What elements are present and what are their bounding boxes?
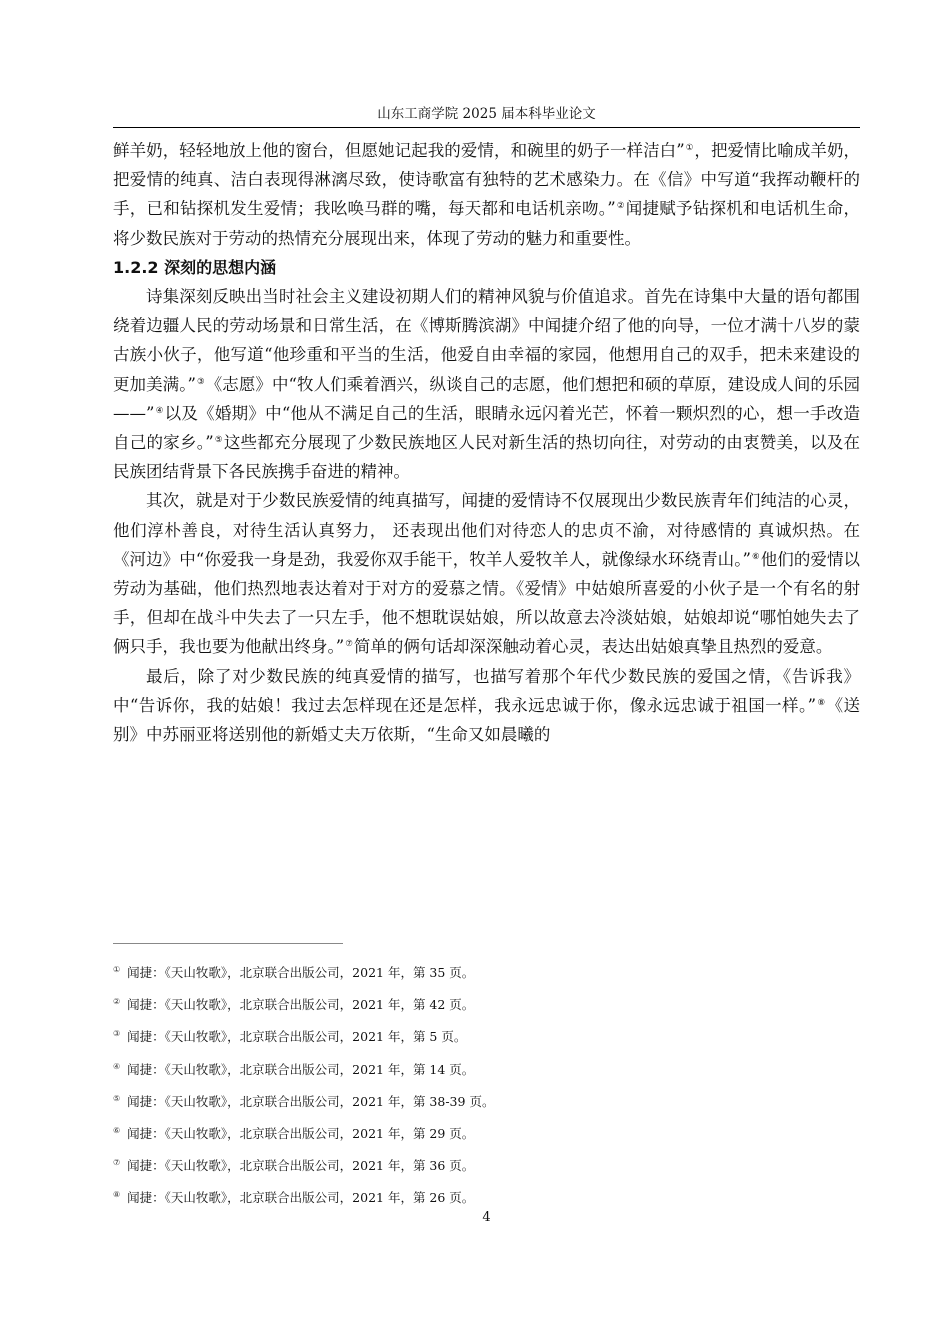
footnote	[113, 993, 860, 1025]
footnote-text: 闻捷：《天山牧歌》，北京联合出版公司，2021 年，第 26 页。	[127, 1190, 475, 1206]
paragraph-text: 闻捷赋予钻探机和电话机生命，将少数民族对于劳动的热情充分展现出来，体现了劳动的魅力和重要性。	[113, 199, 861, 248]
footnote	[113, 1025, 860, 1057]
footnote-mark: ⑧	[113, 1190, 121, 1200]
paragraph-2	[113, 282, 860, 486]
footnote-mark: ⑦	[113, 1158, 121, 1168]
footnote-text: 闻捷：《天山牧歌》，北京联合出版公司，2021 年，第 5 页。	[127, 1029, 467, 1045]
footnotes	[113, 961, 860, 1219]
footnote-text: 闻捷：《天山牧歌》，北京联合出版公司，2021 年，第 36 页。	[127, 1158, 475, 1174]
footnote-mark: ③	[113, 1029, 121, 1039]
footnote-ref[interactable]: ⑥	[751, 551, 760, 562]
paragraph-text: 《送别》中苏丽亚将送别他的新婚丈夫万依斯，“生命又如晨曦的	[113, 695, 861, 745]
paragraph-text: 《志愿》中“牧人们乘着酒兴，纵谈自己的志愿，他们想把和硕的草原，建设成人间的乐园——”	[113, 374, 861, 423]
footnote-mark: ⑤	[113, 1093, 121, 1103]
paragraph-text: 鲜羊奶，轻轻地放上他的窗台，但愿她记起我的爱情，和碗里的奶子一样洁白”	[113, 141, 685, 160]
paragraph-1	[113, 136, 860, 253]
page-number: 4	[482, 1210, 491, 1225]
footnote-ref[interactable]: ①	[685, 143, 694, 153]
footnote-mark: ⑥	[113, 1125, 121, 1135]
paragraph-text: 这些都充分展现了少数民族地区人民对新生活的热切向往，对劳动的由衷赞美，以及在民族团结背景下各民族携手奋进的精神。	[113, 433, 861, 482]
footnote	[113, 1090, 860, 1122]
paragraph-text: 其次，就是对于少数民族爱情的纯真描写，闻捷的爱情诗不仅展现出少数民族青年们纯洁的心灵，他们淳朴善良，对待生活认真努力， 还表现出他们对待恋人的忠贞不渝，对待感情的 真诚炽热。在《河边》中“你爱我一身是劲，我爱你双手能干，牧羊人爱牧羊人，就像绿水环绕青山。”	[113, 491, 860, 569]
footnote	[113, 1058, 860, 1090]
running-header: 山东工商学院 2025 届本科毕业论文	[377, 106, 596, 122]
footnote	[113, 1122, 860, 1154]
footnote-text: 闻捷：《天山牧歌》，北京联合出版公司，2021 年，第 42 页。	[127, 997, 475, 1013]
footnote-ref[interactable]: ⑦	[345, 639, 353, 650]
paragraph-text: 以及《婚期》中“他从不满足自己的生活，眼睛永远闪着光芒，怀着一颗炽烈的心，想一手改造自己的家乡。”	[113, 403, 861, 453]
paragraph-text: 诗集深刻反映出当时社会主义建设初期人们的精神风貌与价值追求。首先在诗集中大量的语句都围绕着边疆人民的劳动场景和日常生活，在《博斯腾滨湖》中闻捷介绍了他的向导，一位才满十八岁的蒙古族小伙子，他写道“他珍重和平当的生活，他爱自由幸福的家园，他想用自己的双手，把未来建设的更加美满。”	[113, 287, 860, 394]
footnote-text: 闻捷：《天山牧歌》，北京联合出版公司，2021 年，第 14 页。	[127, 1061, 475, 1077]
footnote-ref[interactable]: ④	[155, 405, 164, 416]
section-heading: 1.2.2 深刻的思想内涵	[113, 257, 277, 277]
footnote-ref[interactable]: ⑧	[817, 697, 826, 708]
footnote-ref[interactable]: ③	[196, 376, 205, 387]
footnote-mark: ②	[113, 997, 121, 1007]
paragraph-text: 最后，除了对少数民族的纯真爱情的描写，也描写着那个年代少数民族的爱国之情，《告诉我》中“告诉你，我的姑娘！我过去怎样现在还是怎样，我永远忠诚于你，像永远忠诚于祖国一样。”	[113, 666, 860, 715]
body-text	[113, 136, 860, 749]
footnote-mark: ④	[113, 1061, 121, 1071]
paragraph-4	[113, 662, 860, 750]
footnote-separator	[113, 943, 343, 944]
footnote-text: 闻捷：《天山牧歌》，北京联合出版公司，2021 年，第 38-39 页。	[127, 1093, 495, 1109]
paragraph-3	[113, 486, 860, 661]
footnote-ref[interactable]: ②	[616, 201, 625, 212]
paragraph-text: 他们的爱情以劳动为基础，他们热烈地表达着对于对方的爱慕之情。《爱情》中姑娘所喜爱的小伙子是一个有名的射手，但却在战斗中失去了一只左手，他不想耽误姑娘，所以故意去冷淡姑娘，姑娘却说“哪怕她失去了俩只手，我也要为他献出终身。”	[113, 549, 861, 657]
header-rule	[113, 127, 860, 128]
footnote-text: 闻捷：《天山牧歌》，北京联合出版公司，2021 年，第 29 页。	[127, 1125, 475, 1141]
paragraph-text: ，把爱情比喻成羊奶，把爱情的纯真、洁白表现得淋漓尽致，使诗歌富有独特的艺术感染力。在《信》中写道“我挥动鞭杆的手，已和钻探机发生爱情；我吆唤马群的嘴，每天都和电话机亲吻。”	[113, 141, 861, 219]
footnote	[113, 961, 860, 993]
footnote-mark: ①	[113, 965, 121, 974]
footnote-text: 闻捷：《天山牧歌》，北京联合出版公司，2021 年，第 35 页。	[127, 965, 475, 980]
footnote	[113, 1154, 860, 1186]
footnote-ref[interactable]: ⑤	[214, 435, 223, 446]
paragraph-text: 简单的俩句话却深深触动着心灵，表达出姑娘真挚且热烈的爱意。	[353, 637, 833, 657]
